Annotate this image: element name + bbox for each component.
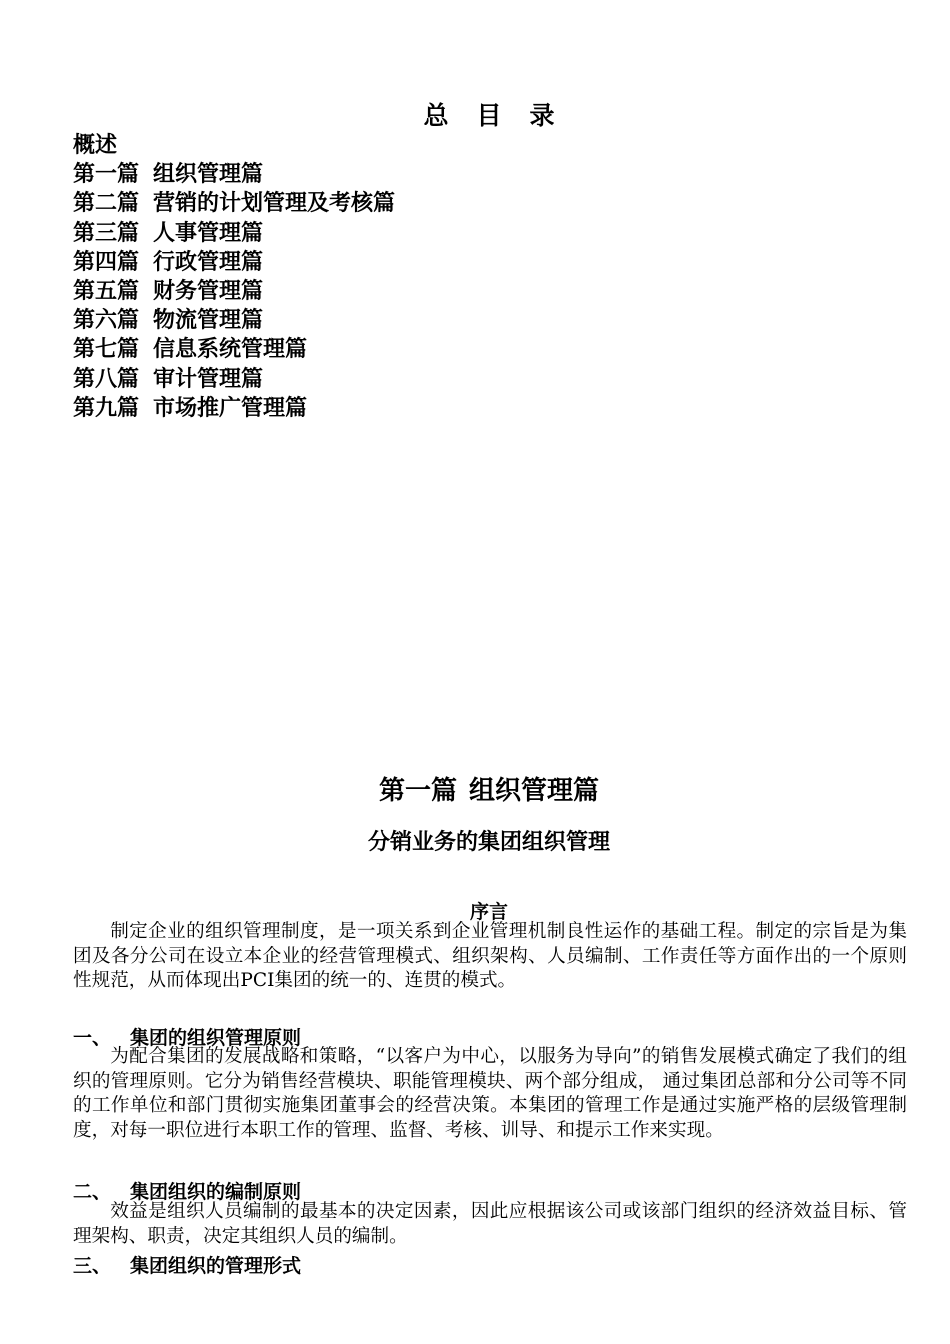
toc-item-number: 第四篇 — [73, 249, 140, 275]
section-title: 集团组织的编制原则 — [130, 1181, 302, 1203]
toc-item — [73, 248, 395, 277]
toc-item-label: 审计管理篇 — [153, 366, 264, 392]
toc-item — [73, 277, 395, 306]
table-of-contents — [73, 131, 395, 423]
toc-item-number: 第一篇 — [73, 162, 140, 188]
toc-item-number: 第二篇 — [73, 191, 140, 217]
toc-item-label: 市场推广管理篇 — [153, 395, 308, 421]
toc-item-label: 信息系统管理篇 — [153, 337, 308, 363]
toc-item — [73, 160, 395, 189]
toc-item-label: 行政管理篇 — [153, 249, 264, 275]
section-heading — [73, 1251, 301, 1278]
section-number: 三、 — [73, 1255, 112, 1277]
part-title — [0, 770, 950, 807]
toc-item-number: 第三篇 — [73, 220, 140, 246]
toc-item — [73, 219, 395, 248]
toc-item-label: 人事管理篇 — [153, 220, 264, 246]
section-number: 一、 — [73, 1027, 112, 1049]
part-number: 第一篇 — [378, 776, 457, 806]
part-subtitle: 分销业务的集团组织管理 — [367, 830, 610, 855]
section-number: 二、 — [73, 1181, 112, 1203]
toc-title-char: 总 — [423, 101, 449, 130]
toc-item-number: 第七篇 — [73, 337, 140, 363]
toc-title-char: 目 — [476, 101, 502, 130]
toc-item-number: 第五篇 — [73, 279, 140, 305]
toc-item — [73, 335, 395, 364]
preface-heading: 序言 — [469, 901, 508, 923]
toc-item — [73, 365, 395, 394]
section-title: 集团组织的管理形式 — [130, 1255, 302, 1277]
toc-item — [73, 131, 395, 160]
toc-item-label: 组织管理篇 — [153, 162, 264, 188]
part-name: 组织管理篇 — [469, 776, 600, 806]
toc-item-label: 物流管理篇 — [153, 308, 264, 334]
section-paragraph: 效益是组织人员编制的最基本的决定因素，因此应根据该公司或该部门组织的经济效益目标、管理架构、职责，决定其组织人员的编制。 — [73, 1201, 907, 1247]
toc-item — [73, 189, 395, 218]
toc-item-number: 第八篇 — [73, 366, 140, 392]
toc-item-number: 第六篇 — [73, 308, 140, 334]
toc-item — [73, 394, 395, 423]
toc-title-char: 录 — [529, 101, 555, 130]
toc-item-number: 第九篇 — [73, 395, 140, 421]
section-title: 集团的组织管理原则 — [130, 1027, 302, 1049]
toc-item-label: 营销的计划管理及考核篇 — [153, 191, 396, 217]
toc-title — [0, 96, 950, 132]
preface-paragraph: 制定企业的组织管理制度，是一项关系到企业管理机制良性运作的基础工程。制定的宗旨是为集团及各分公司在设立本企业的经营管理模式、组织架构、人员编制、工作责任等方面作出的一个原则性规范，从而体现出PCI集团的统一的、连贯的模式。 — [73, 921, 907, 992]
toc-item-number: 概述 — [73, 133, 118, 158]
toc-item — [73, 306, 395, 335]
toc-item-label: 财务管理篇 — [153, 279, 264, 305]
section-paragraph: 为配合集团的发展战略和策略，“以客户为中心，以服务为导向”的销售发展模式确定了我们的组织的管理原则。它分为销售经营模块、职能管理模块、两个部分组成， 通过集团总部和分公司等不同的工作单位和部门贯彻实施集团董事会的经营决策。本集团的管理工作是通过实施严格的层级管理制度，对每一职位进行本职工作的管理、监督、考核、训导、和提示工作来实现。 — [73, 1046, 907, 1141]
